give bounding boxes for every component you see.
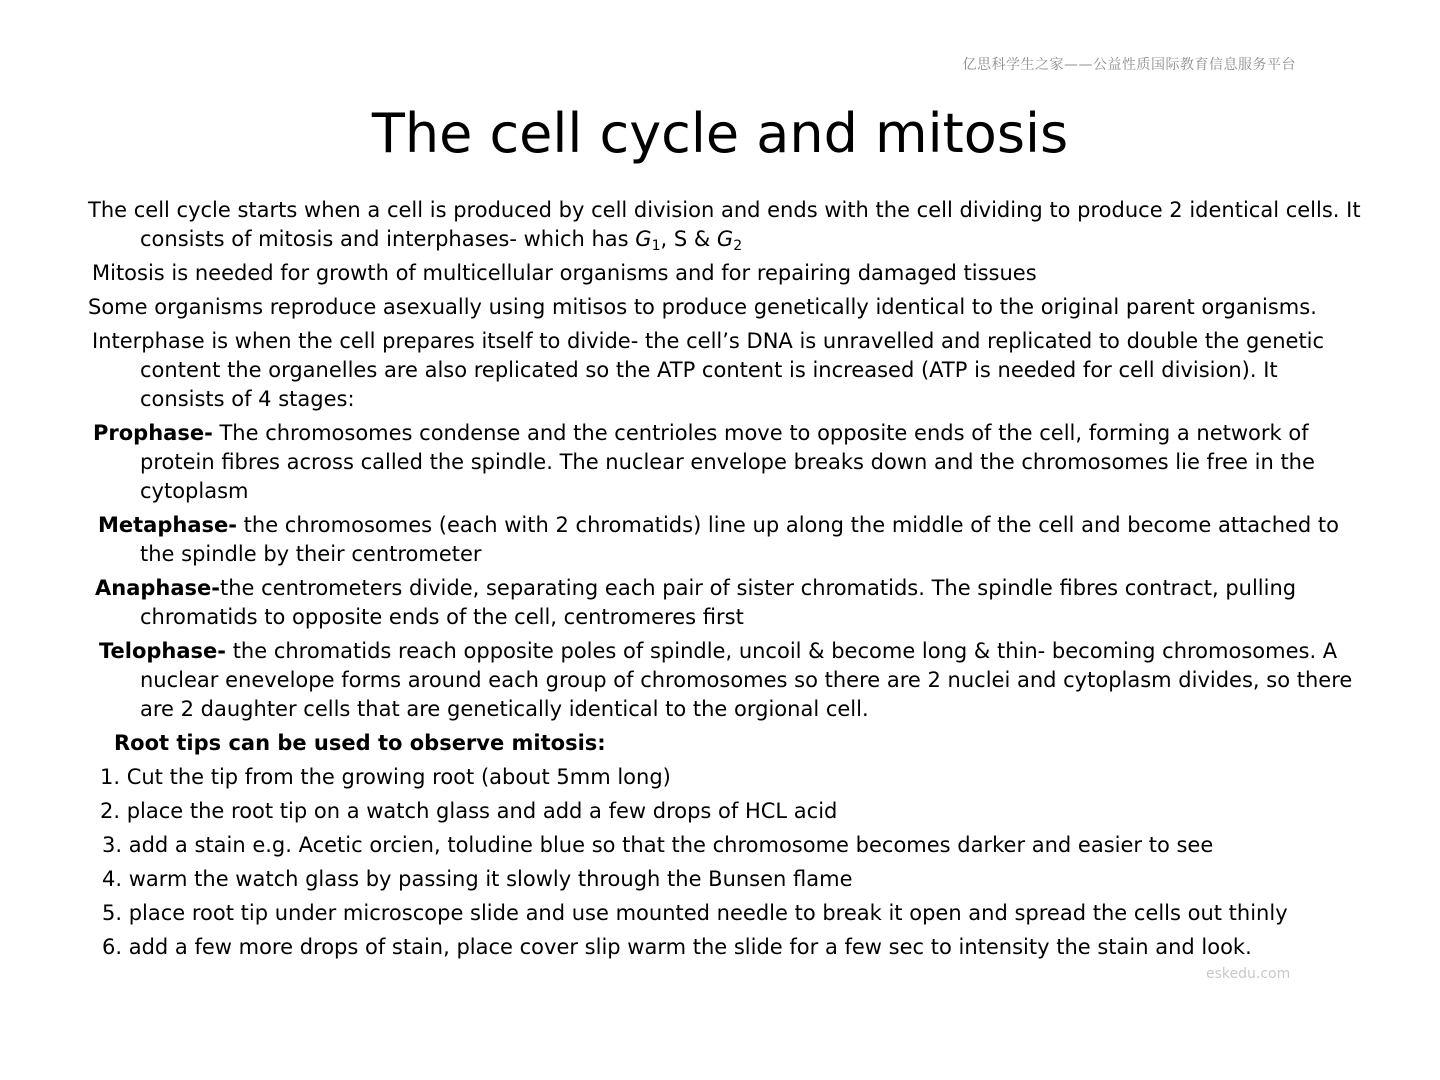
- metaphase-term: Metaphase-: [98, 513, 237, 537]
- root-tips-step-5: 5. place root tip under microscope slide and use mounted needle to break it open and spread the cells out thinly: [102, 901, 1288, 925]
- telophase-text: the chromatids reach opposite poles of spindle, uncoil & become long & thin- becoming chromosomes. A nuclear enevelope forms around each group of chromosomes so there are 2 nuclei and cytoplasm divides, so there are 2 daughter cells that are genetically identical to the orgional cell.: [140, 639, 1353, 721]
- intro-paragraph: [88, 196, 1368, 254]
- intro-text: The cell cycle starts when a cell is produced by cell division and ends with the cell dividing to produce 2 identical cells. It consists of mitosis and interphases- which has: [88, 198, 1361, 251]
- root-tips-step-3: 3. add a stain e.g. Acetic orcien, toludine blue so that the chromosome becomes darker and easier to see: [102, 833, 1214, 857]
- root-tips-heading: Root tips can be used to observe mitosis:: [114, 731, 606, 755]
- document-body: [88, 196, 1368, 967]
- prophase-text: The chromosomes condense and the centrioles move to opposite ends of the cell, forming a network of protein fibres across called the spindle. The nuclear envelope breaks down and the chromosomes lie free in the cytoplasm: [140, 421, 1315, 503]
- g1-subscript: 1: [651, 238, 661, 254]
- prophase-term: Prophase-: [93, 421, 213, 445]
- anaphase-term: Anaphase-: [95, 576, 220, 600]
- watermark: eskedu.com: [1206, 966, 1291, 982]
- metaphase-paragraph: [98, 511, 1368, 569]
- telophase-term: Telophase-: [99, 639, 227, 663]
- g2-letter: G: [716, 227, 734, 251]
- page-title: The cell cycle and mitosis: [371, 102, 1069, 165]
- root-tips-step-1: 1. Cut the tip from the growing root (about 5mm long): [100, 765, 671, 789]
- interphase-paragraph: Interphase is when the cell prepares itself to divide- the cell’s DNA is unravelled and replicated to double the genetic content the organelles are also replicated so the ATP content is increased (ATP is needed for cell division). It consists of 4 stages:: [92, 329, 1325, 411]
- intro-middle-text: , S &: [660, 227, 717, 251]
- mitosis-need-paragraph: Mitosis is needed for growth of multicellular organisms and for repairing damaged tissues: [92, 261, 1037, 285]
- g1-letter: G: [635, 227, 652, 251]
- root-tips-step-4: 4. warm the watch glass by passing it slowly through the Bunsen flame: [102, 867, 853, 891]
- metaphase-text: the chromosomes (each with 2 chromatids) line up along the middle of the cell and become attached to the spindle by their centrometer: [140, 513, 1340, 566]
- root-tips-step-2: 2. place the root tip on a watch glass and add a few drops of HCL acid: [100, 799, 838, 823]
- g2-subscript: 2: [733, 238, 743, 254]
- root-tips-step-6: 6. add a few more drops of stain, place cover slip warm the slide for a few sec to intensity the stain and look.: [102, 935, 1252, 959]
- asexual-paragraph: Some organisms reproduce asexually using mitisos to produce genetically identical to the original parent organisms.: [88, 295, 1317, 319]
- prophase-paragraph: [93, 419, 1368, 506]
- telophase-paragraph: [99, 637, 1368, 724]
- header-note: 亿思科学生之家——公益性质国际教育信息服务平台: [962, 57, 1296, 73]
- anaphase-paragraph: [95, 574, 1368, 632]
- anaphase-text: the centrometers divide, separating each pair of sister chromatids. The spindle fibres contract, pulling chromatids to opposite ends of the cell, centromeres first: [140, 576, 1297, 629]
